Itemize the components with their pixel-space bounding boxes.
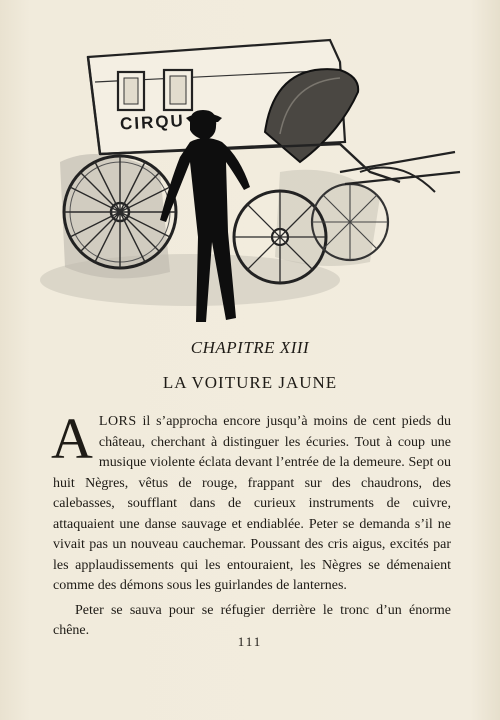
drop-cap: A xyxy=(51,406,93,471)
chapter-text xyxy=(51,406,451,642)
chapter-number: CHAPITRE XIII xyxy=(190,338,310,357)
rear-wheel xyxy=(64,156,176,268)
paragraph-2: Peter se sauva pour se réfugier derrière le tronc d’un énorme chêne. xyxy=(53,602,451,638)
carriage-illustration xyxy=(40,22,470,332)
chapter-title: LA VOITURE JAUNE xyxy=(162,373,338,392)
coach-sign-text: CIRQU xyxy=(119,111,186,134)
lead-smallcaps: LORS xyxy=(98,414,137,429)
paragraph-1-text: il s’approcha encore jusqu’à moins de cent pieds du château, cherchant à distinguer les écuries. Tout à coup une musique violente éclata devant l’entrée de la demeure. Sept ou huit Nègres, vêtus de rouge, frappant sur des chaudrons, des calebasses, soufflant dans de curieux instruments de cuivre, attaquaient une danse sauvage et endiablée. Peter se demanda s’il ne vivait pas un nouveau cauchemar. Poussant des cris aigus, excités par les applaudissements qui les entouraient, les Nègres se démenaient comme des démons sous les guirlandes de lanternes. xyxy=(53,414,451,593)
paragraph-1 xyxy=(51,406,451,597)
front-wheel xyxy=(234,191,326,283)
page-number: 111 xyxy=(237,634,263,649)
